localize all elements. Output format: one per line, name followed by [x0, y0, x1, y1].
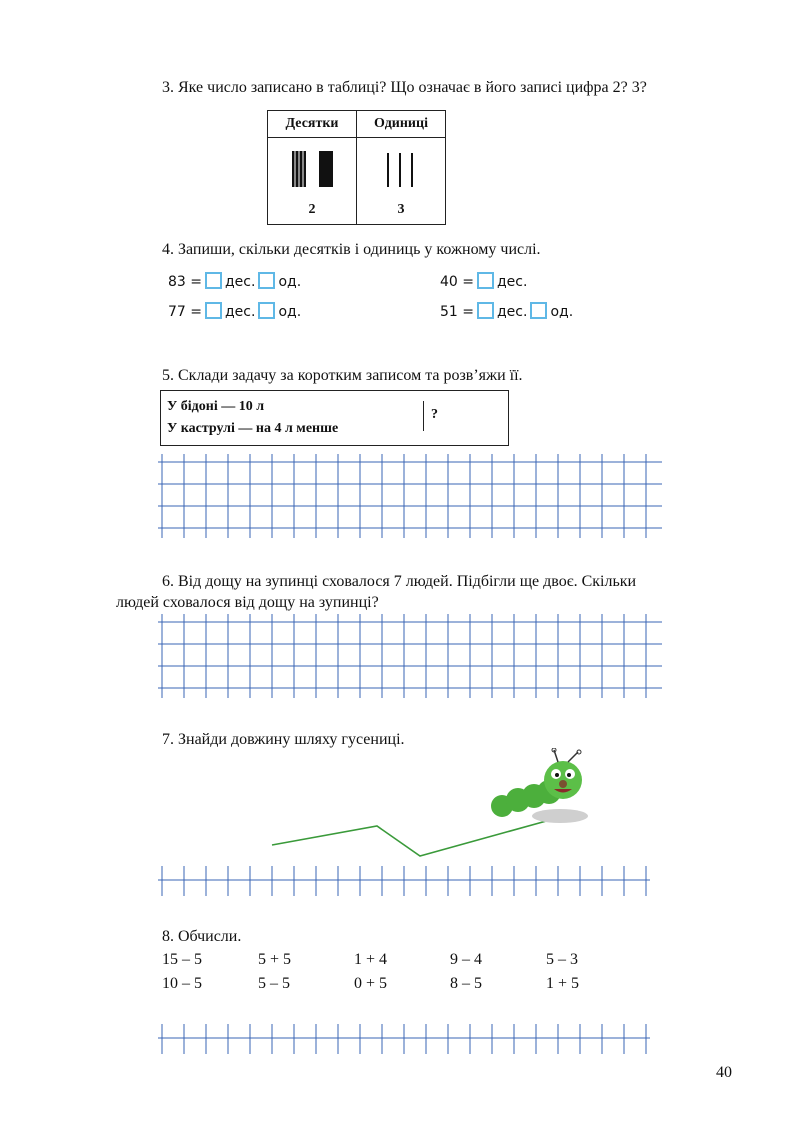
task6-line2: людей сховалося від дощу на зупинці?: [116, 594, 379, 611]
tens-value: 2: [308, 202, 316, 217]
task5-text: 5. Склади задачу за коротким записом та розв’яжи її.: [162, 367, 523, 384]
answer-box[interactable]: [258, 272, 275, 289]
task3-text: 3. Яке число записано в таблиці? Що означає в його записі цифра 2? 3?: [162, 79, 647, 96]
short-record-question: ?: [431, 407, 438, 422]
page-number: 40: [716, 1064, 732, 1081]
task7-text: 7. Знайди довжину шляху гусениці.: [162, 731, 405, 748]
ruler-grid-1: [158, 866, 650, 896]
task4-item-3: 40 = дес.: [440, 274, 528, 290]
task6-line1: 6. Від дощу на зупинці сховалося 7 людей. Підбігли ще двоє. Скільки: [162, 573, 637, 590]
place-value-table: [267, 110, 446, 225]
units-header: Одиниці: [357, 111, 446, 138]
calc-row-2: 10 – 5 5 – 5 0 + 5 8 – 5 1 + 5: [162, 975, 580, 992]
tens-cell: [268, 138, 357, 225]
answer-box[interactable]: [477, 272, 494, 289]
task4-item-2: 77 = дес. од.: [168, 304, 302, 320]
short-record-box: [160, 390, 509, 446]
brace-line: [423, 401, 424, 431]
task4-item-4: 51 = дес. од.: [440, 304, 574, 320]
answer-box[interactable]: [530, 302, 547, 319]
answer-box[interactable]: [205, 302, 222, 319]
answer-box[interactable]: [205, 272, 222, 289]
tens-header: Десятки: [268, 111, 357, 138]
ruler-grid-2[interactable]: [158, 1024, 650, 1054]
tens-bundles-icon: [269, 139, 355, 191]
unit-sticks-icon: [358, 139, 444, 191]
answer-grid-2[interactable]: [158, 614, 662, 698]
calc-row-1: 15 – 5 5 + 5 1 + 4 9 – 4 5 – 3: [162, 951, 578, 968]
units-value: 3: [397, 202, 405, 217]
answer-box[interactable]: [477, 302, 494, 319]
caterpillar-icon: [491, 748, 588, 823]
task4-item-1: 83 = дес. од.: [168, 274, 302, 290]
answer-box[interactable]: [258, 302, 275, 319]
short-record-line2: У каструлі — на 4 л менше: [167, 421, 339, 436]
task8-text: 8. Обчисли.: [162, 928, 242, 945]
caterpillar-path-figure: [260, 748, 600, 868]
broken-line-path: [272, 820, 550, 856]
short-record-line1: У бідоні — 10 л: [167, 399, 265, 414]
task4-text: 4. Запиши, скільки десятків і одиниць у кожному числі.: [162, 241, 541, 258]
units-cell: [357, 138, 446, 225]
answer-grid-1[interactable]: [158, 454, 662, 538]
